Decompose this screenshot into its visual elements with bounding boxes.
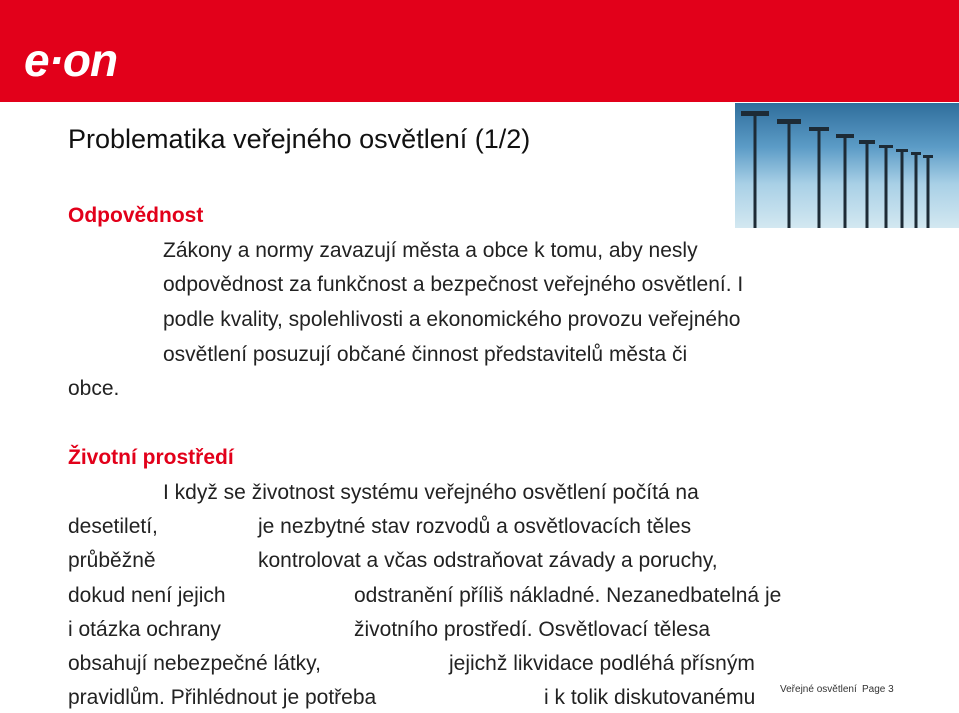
section-heading-zivotni-prostredi: Životní prostředí [68,446,234,469]
eon-logo: e·on [24,34,118,86]
street-lamps-image [735,103,959,228]
text-line: životního prostředí. Osvětlovací tělesa [354,618,711,641]
text-line: i k tolik diskutovanému [544,686,756,709]
text-line: je nezbytné stav rozvodů a osvětlovacích těles [258,515,692,538]
text-line: osvětlení posuzují občané činnost představitelů města či [163,343,688,366]
text-line: dokud není jejich [68,584,226,607]
text-line: průběžně [68,549,156,572]
text-line: podle kvality, spolehlivosti a ekonomického provozu veřejného [163,308,741,331]
header-bar [0,0,959,102]
text-line: obsahují nebezpečné látky, [68,652,321,675]
section-heading-odpovednost: Odpovědnost [68,204,204,227]
text-line: I když se životnost systému veřejného osvětlení počítá na [163,481,699,504]
footer-page-number: Page 3 [862,684,894,695]
text-line: odpovědnost za funkčnost a bezpečnost veřejného osvětlení. I [163,273,744,296]
text-line: i otázka ochrany [68,618,221,641]
footer-section-name: Veřejné osvětlení [780,684,857,695]
text-line: Zákony a normy zavazují města a obce k tomu, aby nesly [163,239,698,262]
text-line: obce. [68,377,120,400]
slide-title: Problematika veřejného osvětlení (1/2) [68,124,531,154]
text-line: jejichž likvidace podléhá přísným [449,652,755,675]
text-line: kontrolovat a včas odstraňovat závady a poruchy, [258,549,718,572]
text-line: desetiletí, [68,515,158,538]
text-line: pravidlům. Přihlédnout je potřeba [68,686,377,709]
street-lamps-photo [735,103,959,228]
text-line: odstranění příliš nákladné. Nezanedbatelná je [354,584,782,607]
